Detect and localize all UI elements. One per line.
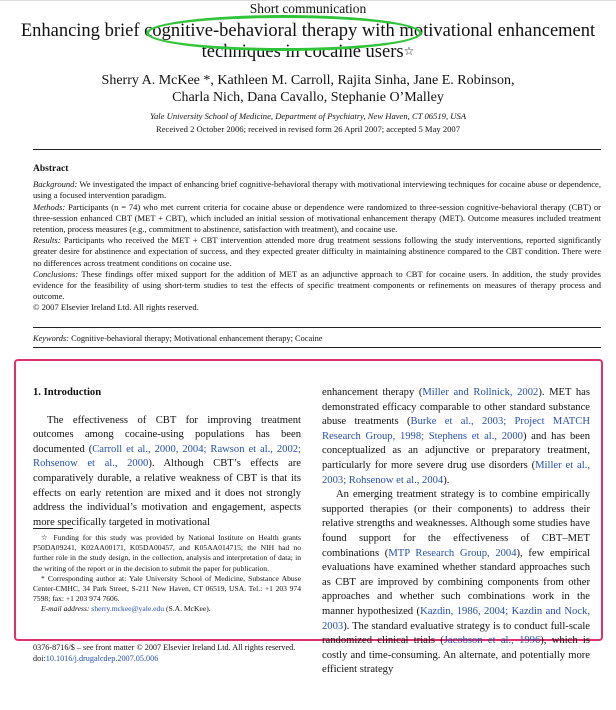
intro-r1-text-b: ). MET has demonstrated efficacy comparable to other standard substance abuse treatments (	[322, 387, 590, 428]
intro-r2-text-d: ), which is costly and time-consuming. An alternate, and potentially more efficient strategy	[322, 635, 590, 676]
title-text-part1: Enhancing	[20, 21, 105, 41]
title-footnote-mark: ☆	[403, 44, 415, 58]
methods-label: Methods:	[33, 201, 66, 212]
publication-meta	[33, 643, 433, 664]
abstract-background	[33, 179, 601, 201]
issn-line: 0376-8716/$ – see front matter © 2007 Elsevier Ireland Ltd. All rights reserved.	[33, 643, 296, 652]
abstract-heading: Abstract	[33, 164, 69, 174]
intro-p1-text-a: The effectiveness of CBT for improving treatment outcomes among cocaine-using populations has been documented (	[33, 414, 301, 455]
citation-link[interactable]: Miller and Rollnick, 2002	[422, 387, 539, 398]
abstract-divider	[33, 327, 601, 328]
article-type-label: Short communication	[249, 1, 367, 16]
author-line-1: Sherry A. McKee *, Kathleen M. Carroll, Rajita Sinha, Jane E. Robinson,	[101, 73, 515, 88]
email-suffix: (S.A. McKee).	[164, 604, 211, 614]
citation-link[interactable]: Jacobson et al., 1996	[443, 635, 541, 647]
intro-r1-text-a: enhancement therapy (	[322, 387, 423, 398]
email-label: E-mail address:	[41, 604, 90, 614]
introduction-heading: 1. Introduction	[33, 387, 102, 398]
keywords	[33, 333, 601, 344]
intro-paragraph-2	[322, 386, 590, 488]
conclusions-text: These findings offer mixed support for the addition of MET as an adjunctive approach to CBT for cocaine users. In addition, the study provides evidence for the feasibility of using short-term studies to test the effects of specific treatment components or refinements on measures of therapy process and outcome.	[33, 268, 601, 302]
citation-link[interactable]: Kazdin, 1986, 2004; Kazdin and Nock, 2003	[322, 605, 590, 632]
corresponding-author-footnote: * Corresponding author at: Yale University School of Medicine, Substance Abuse Center-CMHC, 34 Park Street, S-211 New Haven, CT 06519, USA. Tel.: +1 203 974 7598; fax: +1 203 974 7606.	[33, 573, 301, 604]
affiliation: Yale University School of Medicine, Department of Psychiatry, New Haven, CT 06519, USA	[149, 111, 467, 121]
email-footnote	[33, 604, 301, 614]
footnotes	[33, 533, 301, 615]
citation-link[interactable]: MTP Research Group, 2004	[388, 547, 517, 559]
title-highlighted-phrase: brief cognitive-behavioral therapy	[104, 21, 358, 41]
citation-link[interactable]: Burke et al., 2003; Project MATCH Research Group, 1998; Stephens et al., 2000	[322, 416, 590, 442]
doi-line	[33, 654, 433, 665]
doi-label: doi:	[33, 653, 46, 663]
author-list	[20, 72, 596, 106]
abstract-section	[33, 164, 601, 314]
conclusions-label: Conclusions:	[33, 268, 79, 279]
abstract-conclusions	[33, 269, 601, 303]
right-column	[322, 386, 590, 678]
intro-r1-text-d: ).	[443, 474, 450, 486]
title-text-part2: with motivational enhancement techniques in cocaine users	[201, 21, 596, 62]
keywords-text: Cognitive-behavioral therapy; Motivational enhancement therapy; Cocaine	[68, 334, 323, 343]
keywords-label: Keywords:	[33, 334, 69, 343]
background-label: Background:	[33, 179, 78, 190]
footnote-divider	[33, 528, 73, 529]
keywords-divider	[33, 347, 601, 348]
intro-r2-text-a: An emerging treatment strategy is to combine empirically supported therapies (or their components) to address their relative strengths and weaknesses. Although some studies have found support for the effectiveness of CBT–MET combinations (	[322, 489, 590, 559]
methods-text: Participants (n = 74) who met current criteria for cocaine abuse or dependence were randomized to three-session cognitive-behavioral therapy (CBT) or three-session enhanced CBT (MET + CBT), which included an initial session of motivational enhancement therapy (MET). Outcome measures included treatment retention, process measures (e.g., commitment to abstinence, satisfaction with treatment), and cocaine use.	[33, 201, 601, 235]
funding-footnote: ☆ Funding for this study was provided by National Institute on Health grants P50DA09241, K02AA00171, K05DA00457, and K05AA014715; the NIH had no further role in the study design, in the collection, analysis and interpretation of data; in the writing of the report or in the decision to submit the paper for publication.	[33, 533, 301, 573]
header-divider	[33, 149, 601, 150]
received-dates: Received 2 October 2006; received in revised form 26 April 2007; accepted 5 May 2007	[155, 124, 461, 134]
doi-link[interactable]: 10.1016/j.drugalcdep.2007.05.006	[45, 653, 159, 663]
abstract-methods	[33, 202, 601, 236]
citation-link[interactable]: Carroll et al., 2000, 2004; Rawson et al., 2002; Rohsenow et al., 2000	[33, 443, 302, 470]
email-link[interactable]: sherry.mckee@yale.edu	[91, 604, 165, 614]
background-text: We investigated the impact of enhancing brief cognitive-behavioral therapy with motivational interviewing techniques for cocaine abuse or dependence, using a focused intervention paradigm.	[33, 179, 601, 201]
results-label: Results:	[33, 235, 61, 246]
intro-r2-text-b: ), few empirical evaluations have examined whether standard approaches such as CBT are improved by combining components from other approaches and whether such combinations work in the manner hypothesized (	[322, 547, 590, 617]
citation-link[interactable]: Miller et al., 2003; Rohsenow et al., 2004	[322, 459, 590, 486]
abstract-results	[33, 235, 601, 269]
left-column	[33, 386, 301, 530]
author-line-2: Charla Nich, Dana Cavallo, Stephanie O’Malley	[172, 90, 444, 105]
abstract-copyright: © 2007 Elsevier Ireland Ltd. All rights reserved.	[33, 302, 199, 313]
intro-r2-text-c: ). The standard evaluative strategy is to conduct full-scale randomized clinical trials (	[322, 620, 590, 647]
results-text: Participants who received the MET + CBT intervention attended more drug treatment sessions following the study interventions, reported significantly greater desire for abstinence and expectation of success, and they expected greater difficulty in maintaining abstinence compared to the CBT condition. There were no differences across treatment conditions on cocaine use.	[33, 235, 601, 268]
intro-p1-text-b: ). Although CBT’s effects are comparatively durable, a relative weakness of CBT is that its effects on early retention are mixed and it does not strongly address the individual’s motivation and engagement, aspects more specifically targeted in motivational	[33, 458, 302, 528]
paper-title	[20, 21, 596, 63]
intro-paragraph-1	[33, 414, 301, 531]
intro-r1-text-c: ) and has been conceptualized as an adjunctive or preparatory treatment, particularly for more severe drug use disorders (	[322, 430, 590, 471]
